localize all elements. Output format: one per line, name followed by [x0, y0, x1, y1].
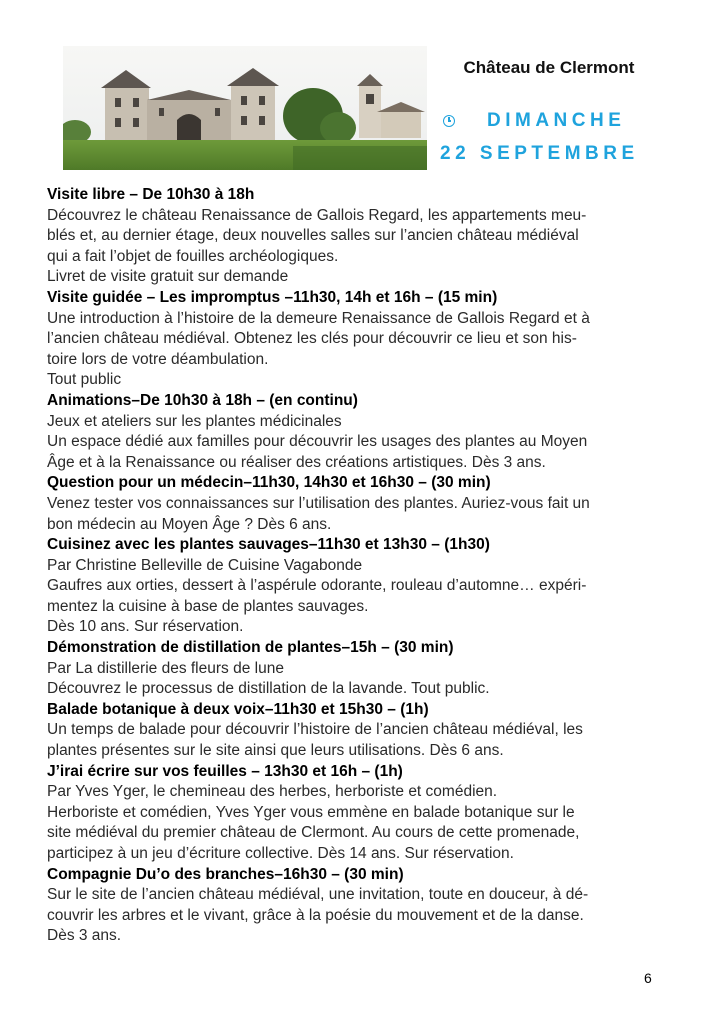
item-heading: Visite libre – De 10h30 à 18h [47, 186, 255, 203]
item-text: blés et, au dernier étage, deux nouvelles salles sur l’ancien château médiéval [47, 227, 579, 245]
clock-icon [443, 115, 455, 127]
event-date [440, 104, 660, 170]
item-text: Une introduction à l’histoire de la demeure Renaissance de Gallois Regard et à [47, 309, 590, 327]
item-text: Découvrez le château Renaissance de Gallois Regard, les appartements meu- [47, 206, 587, 224]
item-text: Dès 10 ans. Sur réservation. [47, 618, 244, 636]
item-text: toire lors de votre déambulation. [47, 350, 269, 368]
item-text: plantes présentes sur le site ainsi que leurs utilisations. Dès 6 ans. [47, 742, 504, 760]
item-text: bon médecin au Moyen Âge ? Dès 6 ans. [47, 515, 332, 533]
item-text: Dès 3 ans. [47, 927, 122, 945]
program-item-animations [47, 391, 667, 473]
item-heading: Compagnie Du’o des branches–16h30 – (30 min) [47, 865, 404, 883]
item-heading: Démonstration de distillation de plantes–15h – (30 min) [47, 639, 454, 657]
item-text: Herboriste et comédien, Yves Yger vous emmène en balade botanique sur le [47, 803, 575, 821]
item-text: Sur le site de l’ancien château médiéval, une invitation, toute en douceur, à dé- [47, 886, 589, 904]
item-text: l’ancien château médiéval. Obtenez les clés pour découvrir ce lieu et son his- [47, 330, 577, 348]
page-title: Château de Clermont [463, 58, 635, 77]
item-heading: Question pour un médecin–11h30, 14h30 et 16h30 – (30 min) [47, 474, 491, 492]
page-number: 6 [644, 970, 652, 986]
program-item-cuisinez [47, 535, 667, 638]
date-day: DIMANCHE [487, 110, 626, 131]
program-item-ecrire-feuilles [47, 762, 667, 865]
item-heading: Cuisinez avec les plantes sauvages–11h30 et 13h30 – (1h30) [47, 536, 490, 554]
item-text: Âge et à la Renaissance ou réaliser des créations artistiques. Dès 3 ans. [47, 453, 546, 471]
item-heading: Balade botanique à deux voix–11h30 et 15h30 – (1h) [47, 700, 429, 718]
item-text: Venez tester vos connaissances sur l’utilisation des plantes. Auriez-vous fait un [47, 494, 590, 512]
chateau-photo [63, 46, 427, 170]
program-item-visite-guidee [47, 288, 667, 391]
item-text: Par La distillerie des fleurs de lune [47, 659, 284, 677]
program-item-visite-libre [47, 185, 667, 288]
item-heading: Visite guidée – Les impromptus –11h30, 14h et 16h – (15 min) [47, 288, 498, 306]
item-text: Par Yves Yger, le chemineau des herbes, herboriste et comédien. [47, 783, 498, 801]
date-day-month: 22 SEPTEMBRE [440, 143, 639, 164]
item-text: Un temps de balade pour découvrir l’histoire de l’ancien château médiéval, les [47, 721, 583, 739]
program-item-compagnie [47, 865, 667, 947]
item-text: participez à un jeu d’écriture collective. Dès 14 ans. Sur réservation. [47, 845, 514, 862]
program-list [47, 185, 667, 947]
item-text: Jeux et ateliers sur les plantes médicinales [47, 412, 342, 430]
item-text: couvrir les arbres et le vivant, grâce à la poésie du mouvement et de la danse. [47, 906, 584, 924]
program-item-distillation [47, 638, 667, 700]
item-text: Tout public [47, 371, 122, 389]
item-text: Gaufres aux orties, dessert à l’aspérule odorante, rouleau d’automne… expéri- [47, 577, 587, 595]
item-text: Découvrez le processus de distillation de la lavande. Tout public. [47, 680, 490, 698]
program-item-question-medecin [47, 473, 667, 535]
item-text: Livret de visite gratuit sur demande [47, 268, 289, 286]
item-heading: Animations–De 10h30 à 18h – (en continu) [47, 391, 358, 409]
item-text: site médiéval du premier château de Clermont. Au cours de cette promenade, [47, 824, 580, 842]
item-text: qui a fait l’objet de fouilles archéologiques. [47, 247, 339, 265]
program-item-balade-botanique [47, 700, 667, 762]
item-text: Un espace dédié aux familles pour découvrir les usages des plantes au Moyen [47, 433, 588, 451]
item-text: Par Christine Belleville de Cuisine Vagabonde [47, 556, 363, 574]
item-heading: J’irai écrire sur vos feuilles – 13h30 et 16h – (1h) [47, 762, 403, 780]
item-text: mentez la cuisine à base de plantes sauvages. [47, 597, 369, 615]
